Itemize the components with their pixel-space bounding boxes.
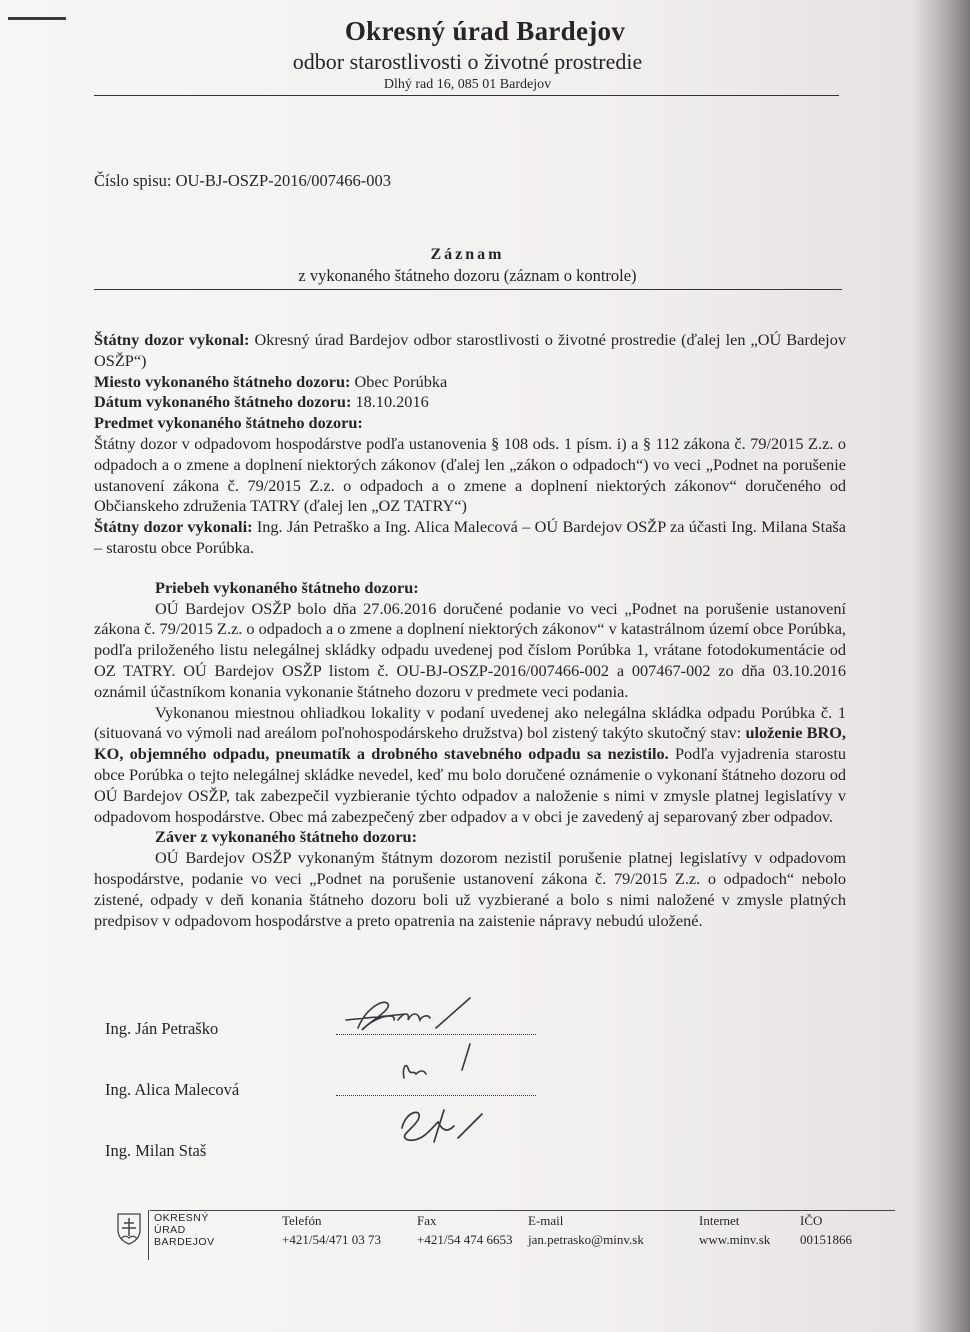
signature-petrasko bbox=[336, 990, 506, 1045]
supervision-label: Štátny dozor vykonal: bbox=[94, 330, 250, 349]
footer-email: E-mail jan.petrasko@minv.sk bbox=[528, 1213, 644, 1247]
footer-internet: Internet www.minv.sk bbox=[699, 1213, 771, 1247]
performed-value: Ing. Ján Petraško a Ing. Alica Malecová – OÚ Bardejov OSŽP za účasti Ing. Milana Staša – starostu obce Porúbka. bbox=[94, 517, 846, 557]
office-title: Okresný úrad Bardejov bbox=[344, 16, 626, 46]
record-rule bbox=[94, 289, 842, 290]
footer-ico: IČO 00151866 bbox=[800, 1213, 852, 1247]
footer-rule bbox=[150, 1210, 895, 1211]
place-label: Miesto vykonaného štátneho dozoru: bbox=[94, 371, 351, 391]
coat-of-arms-icon bbox=[116, 1212, 142, 1246]
office-brand: OKRESNÝ ÚRAD BARDEJOV bbox=[154, 1212, 215, 1248]
footer-fax: Fax +421/54 474 6653 bbox=[417, 1213, 513, 1247]
signatory-name: Ing. Ján Petraško bbox=[105, 1019, 219, 1038]
date-line bbox=[94, 392, 846, 413]
course-p2-end: Podľa vyjadrenia starostu obce Porúbka o tejto nelegálnej skládke nevedel, keď mu bolo doručené oznámenie o vykonaní štátneho dozoru od OÚ Bardejov OSŽP, tak zabezpečil vyzbieranie týchto odpadov a naloženie s nimi v zmysle platnej legislatívy v odpadovom hospodárstve. Obec má zabezpečený zber odpadov a v obci je zavedený aj separovaný zber odpadov. bbox=[94, 744, 846, 826]
place-line bbox=[94, 372, 846, 393]
course-paragraph-2 bbox=[94, 703, 846, 828]
course-p2-finding: uloženie BRO, KO, objemného odpadu, pneumatík a drobného stavebného odpadu sa nezistilo. bbox=[94, 723, 847, 764]
course-paragraph-1: OÚ Bardejov OSŽP bolo dňa 27.06.2016 doručené podanie vo veci „Podnet na porušenie ustanovení zákona č. 79/2015 Z.z. o odpadoch a o zmene a doplnení niektorých zákonov“ v katastrálnom území obce Porúbka, podľa priloženého listu nelegálnej skládky odpadu uvedenej pod číslom Porúbka 1, vrátane fotodokumentácie od OZ TATRY. OÚ Bardejov OSŽP listom č. OU-BJ-OSZP-2016/007466-002 a 007467-002 zo dňa 03.10.2016 oznámil účastníkom konania vykonanie štátneho dozoru v predmete veci podania. bbox=[94, 598, 846, 701]
performed-label: Štátny dozor vykonali: bbox=[94, 517, 253, 537]
department-name: odbor starostlivosti o životné prostredie bbox=[292, 49, 643, 74]
signature-line bbox=[336, 1094, 536, 1096]
place-value: Obec Porúbka bbox=[354, 371, 448, 391]
file-number: Číslo spisu: OU-BJ-OSZP-2016/007466-003 bbox=[94, 171, 392, 190]
document-body bbox=[94, 330, 846, 931]
footer-phone: Telefón +421/54/471 03 73 bbox=[282, 1213, 382, 1247]
course-p2-start: Vykonanou miestnou ohliadkou lokality v podaní uvedenej ako nelegálna skládka odpadu Porúbka č. 1 (situovaná vo výmoli nad areálom poľnohospodárskeho družstva) bol zistený takýto skutočný stav: bbox=[94, 702, 846, 743]
conclusion-heading: Záver z vykonaného štátneho dozoru: bbox=[155, 827, 418, 847]
header-rule bbox=[94, 95, 839, 96]
office-address: Dlhý rad 16, 085 01 Bardejov bbox=[383, 77, 552, 92]
date-value: 18.10.2016 bbox=[355, 392, 429, 412]
performed-paragraph bbox=[94, 517, 846, 559]
signature-stas bbox=[388, 1100, 498, 1150]
supervision-value: Okresný úrad Bardejov odbor starostlivosti o životné prostredie (ďalej len „OÚ Bardejov OSŽP“) bbox=[94, 330, 846, 370]
record-subtitle: z vykonaného štátneho dozoru (záznam o kontrole) bbox=[298, 266, 637, 285]
subject-label: Predmet vykonaného štátneho dozoru: bbox=[94, 413, 363, 433]
course-heading: Priebeh vykonaného štátneho dozoru: bbox=[155, 577, 419, 597]
supervision-paragraph bbox=[94, 330, 846, 372]
date-label: Dátum vykonaného štátneho dozoru: bbox=[94, 392, 352, 412]
record-title: Záznam bbox=[430, 246, 505, 263]
conclusion-text: OÚ Bardejov OSŽP vykonaným štátnym dozorom nezistil porušenie platnej legislatívy v odpadovom hospodárstve, podanie vo veci „Podnet na porušenie ustanovení zákona č. 79/2015 Z.z. o odpadoch“ nebolo zistené, odpady v deň konania štátneho dozoru boli už vyzbierané a bolo s nimi naložené v zmysle platných predpisov v odpadovom hospodárstve a preto opatrenia na zaistenie nápravy nebudú uložené. bbox=[94, 848, 846, 930]
subject-text: Štátny dozor v odpadovom hospodárstve podľa ustanovenia § 108 ods. 1 písm. i) a § 112 zákona č. 79/2015 Z.z. o odpadoch a o zmene a doplnení niektorých zákonov (ďalej len „zákon o odpadoch“) vo veci „Podnet na porušenie ustanovení zákona č. 79/2015 Z.z. o odpadoch a o zmene a doplnení niektorých zákonov“ doručeného od Občianskeho združenia TATRY (ďalej len „OZ TATRY“) bbox=[94, 433, 846, 516]
signatory-name: Ing. Alica Malecová bbox=[105, 1080, 240, 1099]
footer-divider bbox=[148, 1210, 149, 1260]
signature-malecova bbox=[380, 1040, 490, 1092]
signatory-name: Ing. Milan Staš bbox=[105, 1141, 207, 1160]
